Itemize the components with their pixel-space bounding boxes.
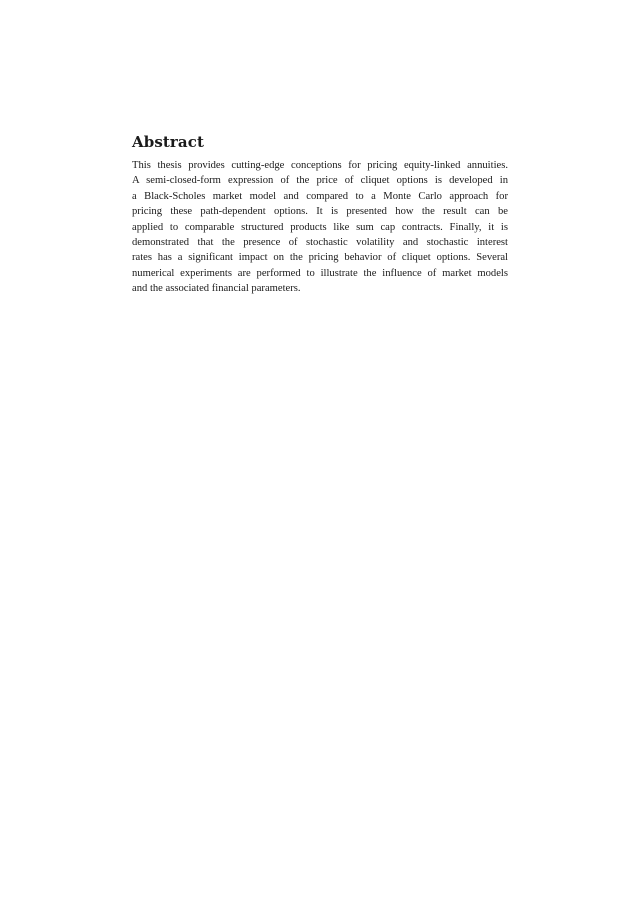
abstract-body bbox=[132, 158, 508, 297]
abstract-line: demonstrated that the presence of stochastic volatility and stochastic interest bbox=[132, 237, 508, 249]
abstract-line: a Black-Scholes market model and compared to a Monte Carlo approach for bbox=[132, 190, 508, 202]
abstract-line: A semi-closed-form expression of the price of cliquet options is developed in bbox=[132, 175, 508, 187]
abstract-line: pricing these path-dependent options. It is presented how the result can be bbox=[132, 206, 508, 218]
abstract-line: applied to comparable structured products like sum cap contracts. Finally, it is bbox=[132, 221, 508, 233]
abstract-heading: Abstract bbox=[132, 133, 204, 151]
abstract-line: This thesis provides cutting-edge conceptions for pricing equity-linked annuities. bbox=[132, 160, 508, 171]
abstract-section bbox=[132, 133, 508, 297]
abstract-line: numerical experiments are performed to illustrate the influence of market models bbox=[132, 267, 508, 279]
abstract-line: rates has a significant impact on the pricing behavior of cliquet options. Several bbox=[132, 252, 508, 264]
abstract-line: and the associated financial parameters. bbox=[132, 283, 301, 295]
